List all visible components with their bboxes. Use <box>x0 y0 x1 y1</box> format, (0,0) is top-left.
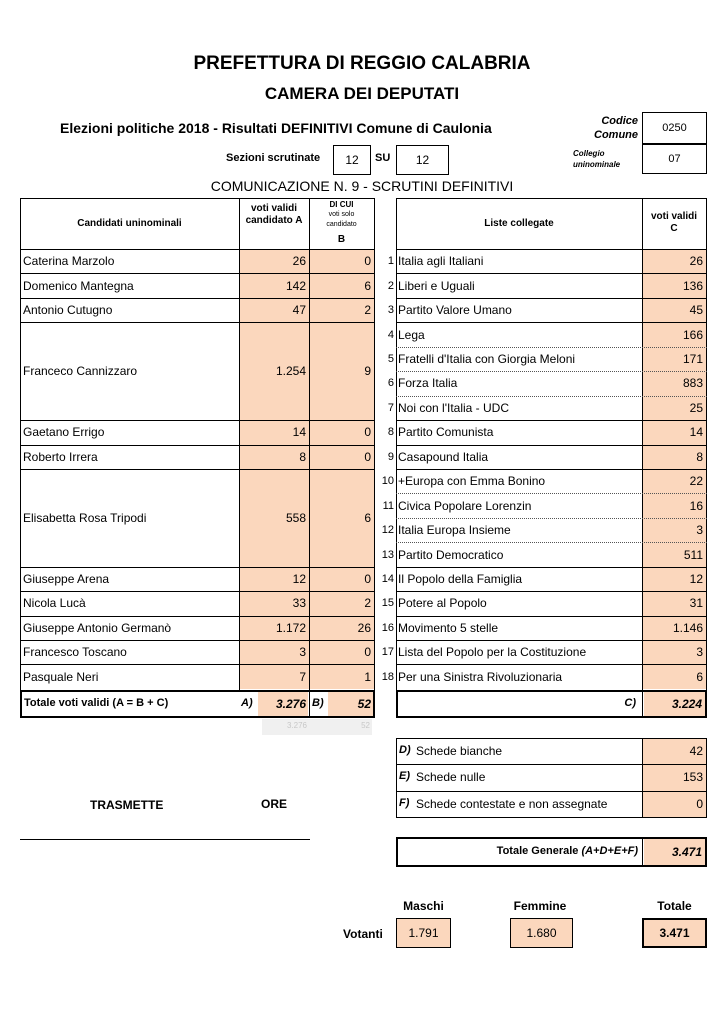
candidate-voti-a: 33 <box>292 596 306 611</box>
totale-generale-label <box>400 845 638 857</box>
candidate-voti-b: 2 <box>364 303 371 318</box>
candidate-name: Antonio Cutugno <box>23 303 113 318</box>
list-number: 17 <box>381 646 394 659</box>
list-name: Civica Popolare Lorenzin <box>398 498 532 513</box>
su-label: SU <box>375 152 391 164</box>
total-c-value: 3.224 <box>671 697 702 711</box>
totale-generale-value: 3.471 <box>671 845 702 859</box>
candidate-voti-b: 6 <box>364 510 371 525</box>
total-b-value: 52 <box>357 697 371 711</box>
list-number: 10 <box>381 475 394 488</box>
d-letter: D) <box>399 744 411 756</box>
total-a-letter: A) <box>241 697 253 709</box>
candidate-voti-a: 3 <box>299 645 306 660</box>
candidate-voti-a: 558 <box>285 510 306 525</box>
totale-votanti-value: 3.471 <box>642 918 707 948</box>
candidate-voti-b: 0 <box>364 571 371 586</box>
d-value: 42 <box>689 744 703 758</box>
list-number: 14 <box>381 572 394 585</box>
codice-comune-value: 0250 <box>642 112 707 144</box>
list-number: 11 <box>382 499 394 512</box>
d-label: Schede bianche <box>416 744 503 758</box>
list-number: 13 <box>381 548 394 561</box>
list-voti-c: 511 <box>683 547 703 562</box>
total-b-letter: B) <box>312 697 324 709</box>
list-number: 2 <box>387 279 394 292</box>
candidate-voti-a: 8 <box>299 449 306 464</box>
candidate-voti-a: 1.254 <box>275 364 306 379</box>
totale-generale-formula: (A+D+E+F) <box>581 845 638 857</box>
candidate-voti-b: 0 <box>364 425 371 440</box>
list-name: Italia agli Italiani <box>398 254 484 269</box>
list-voti-c: 45 <box>689 303 703 318</box>
collegio-value: 07 <box>642 144 707 174</box>
list-name: Casapound Italia <box>398 449 489 464</box>
candidate-voti-b: 1 <box>364 669 371 684</box>
list-name: Lista del Popolo per la Costituzione <box>398 645 587 660</box>
candidate-name: Francesco Toscano <box>23 645 127 660</box>
list-voti-c: 22 <box>689 474 703 489</box>
list-name: Fratelli d'Italia con Giorgia Meloni <box>398 351 576 366</box>
candidate-voti-a: 7 <box>299 669 306 684</box>
candidate-voti-b: 6 <box>364 278 371 293</box>
candidate-name: Giuseppe Arena <box>23 571 110 586</box>
candidate-name: Caterina Marzolo <box>23 254 115 269</box>
candidate-voti-b: 0 <box>364 645 371 660</box>
list-number: 7 <box>387 401 394 414</box>
codice-comune-label: Codice Comune <box>594 115 638 141</box>
list-number: 1 <box>387 255 394 268</box>
list-voti-c: 1.146 <box>672 620 703 635</box>
e-value: 153 <box>682 770 703 784</box>
trasmette-label: TRASMETTE <box>90 798 164 812</box>
list-number: 12 <box>381 524 394 537</box>
list-voti-c: 26 <box>689 254 703 269</box>
list-name: Partito Democratico <box>398 547 504 562</box>
candidate-name: Pasquale Neri <box>23 669 99 684</box>
candidate-voti-b: 0 <box>364 449 371 464</box>
subtitle-elezioni: Elezioni politiche 2018 - Risultati DEFINITIVI Comune di Caulonia <box>60 120 492 136</box>
candidate-voti-a: 1.172 <box>275 620 306 635</box>
candidate-voti-b: 9 <box>364 364 371 379</box>
list-name: Partito Valore Umano <box>398 303 512 318</box>
candidate-voti-b: 26 <box>357 620 371 635</box>
list-number: 15 <box>381 597 394 610</box>
list-voti-c: 3 <box>696 523 703 538</box>
candidate-name: Nicola Lucà <box>23 596 86 611</box>
totale-generale-text: Totale Generale <box>496 845 579 857</box>
list-number: 5 <box>387 352 394 365</box>
list-voti-c: 16 <box>689 498 703 513</box>
title-camera: CAMERA DEI DEPUTATI <box>264 84 460 103</box>
col-candidati-header: Candidati uninominali <box>77 218 182 229</box>
candidate-voti-a: 14 <box>292 425 306 440</box>
list-voti-c: 31 <box>689 596 703 611</box>
list-name: Per una Sinistra Rivoluzionaria <box>398 669 563 684</box>
sezioni-value: 12 <box>333 145 371 175</box>
sezioni-label: Sezioni scrutinate <box>226 152 321 164</box>
list-name: Il Popolo della Famiglia <box>398 571 523 586</box>
list-name: Movimento 5 stelle <box>398 620 499 635</box>
signature-line <box>20 839 310 840</box>
candidate-voti-b: 0 <box>364 254 371 269</box>
list-voti-c: 166 <box>682 327 703 342</box>
list-number: 9 <box>387 450 394 463</box>
title-prefettura: PREFETTURA DI REGGIO CALABRIA <box>193 53 531 74</box>
maschi-label: Maschi <box>403 899 444 913</box>
femmine-label: Femmine <box>513 899 567 913</box>
f-letter: F) <box>399 797 410 809</box>
list-voti-c: 25 <box>689 400 703 415</box>
candidate-name: Roberto Irrera <box>23 449 98 464</box>
candidate-name: Elisabetta Rosa Tripodi <box>23 510 147 525</box>
totale-label: Totale <box>657 899 692 913</box>
f-value: 0 <box>696 797 703 811</box>
su-value: 12 <box>396 145 449 175</box>
list-number: 4 <box>387 328 394 341</box>
femmine-value: 1.680 <box>510 918 573 948</box>
totale-voti-label: Totale voti validi (A = B + C) <box>24 697 169 709</box>
total-a-value: 3.276 <box>275 697 306 711</box>
list-number: 8 <box>387 426 394 439</box>
candidate-name: Giuseppe Antonio Germanò <box>23 620 172 635</box>
list-number: 6 <box>387 377 394 390</box>
col-a-header: voti validi candidato A <box>245 203 303 226</box>
col-liste-header: Liste collegate <box>484 218 554 229</box>
list-voti-c: 8 <box>696 449 703 464</box>
list-voti-c: 883 <box>682 376 703 391</box>
f-label: Schede contestate e non assegnate <box>416 797 608 811</box>
list-name: Potere al Popolo <box>398 596 487 611</box>
list-name: Partito Comunista <box>398 425 494 440</box>
list-name: Liberi e Uguali <box>398 278 475 293</box>
candidate-voti-a: 47 <box>292 303 306 318</box>
ghost-a: 3.276 <box>286 721 307 730</box>
list-number: 16 <box>381 621 394 634</box>
col-c-header: voti validi C <box>650 211 698 234</box>
list-voti-c: 136 <box>682 278 703 293</box>
candidate-name: Gaetano Errigo <box>23 425 105 440</box>
list-voti-c: 6 <box>696 669 703 684</box>
list-name: Forza Italia <box>398 376 458 391</box>
list-voti-c: 171 <box>682 351 703 366</box>
maschi-value: 1.791 <box>396 918 451 948</box>
list-voti-c: 3 <box>696 645 703 660</box>
comunicazione-label: COMUNICAZIONE N. 9 - SCRUTINI DEFINITIVI <box>210 178 514 194</box>
list-name: Lega <box>398 327 425 342</box>
candidate-voti-b: 2 <box>364 596 371 611</box>
list-number: 3 <box>387 304 394 317</box>
list-voti-c: 14 <box>689 425 703 440</box>
col-b-letter: B <box>337 234 346 245</box>
list-name: Italia Europa Insieme <box>398 523 511 538</box>
ghost-b: 52 <box>361 721 370 730</box>
list-name: +Europa con Emma Bonino <box>398 474 546 489</box>
list-voti-c: 12 <box>689 571 703 586</box>
candidate-name: Domenico Mantegna <box>23 278 134 293</box>
col-b-top: DI CUI <box>329 200 354 209</box>
candidate-voti-a: 142 <box>285 278 306 293</box>
collegio-label: Collegio uninominale <box>573 149 621 169</box>
candidate-voti-a: 12 <box>292 571 306 586</box>
ore-label: ORE <box>261 797 288 811</box>
votanti-label: Votanti <box>343 927 383 941</box>
candidate-voti-a: 26 <box>292 254 306 269</box>
total-c-letter: C) <box>624 697 636 709</box>
col-b-mid: voti solo candidato <box>326 211 357 228</box>
list-name: Noi con l'Italia - UDC <box>398 400 509 415</box>
e-label: Schede nulle <box>416 770 486 784</box>
e-letter: E) <box>399 770 410 782</box>
candidate-name: Franceco Cannizzaro <box>23 364 138 379</box>
list-number: 18 <box>381 670 394 683</box>
